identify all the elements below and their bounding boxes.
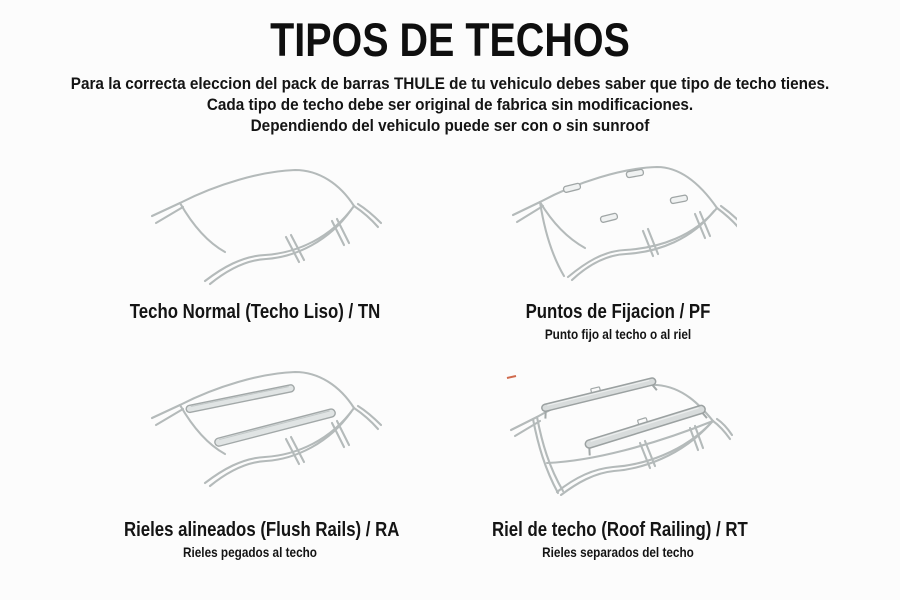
roof-card-pf-caption bbox=[468, 301, 768, 343]
flush-rails-illustration bbox=[147, 366, 382, 488]
fixpoint-pads bbox=[563, 169, 688, 223]
roof-card-rt-caption bbox=[468, 519, 768, 561]
roof-type-label: Techo Normal (Techo Liso) / TN bbox=[129, 301, 381, 323]
roof-railing-illustration bbox=[483, 361, 733, 496]
techo-normal-illustration bbox=[147, 164, 382, 286]
roof-type-label: Rieles alineados (Flush Rails) / RA bbox=[124, 519, 400, 541]
roof-card-tn-caption bbox=[105, 301, 405, 323]
roof-type-label: Puntos de Fijacion / PF bbox=[525, 301, 711, 323]
raised-railing-bars bbox=[540, 373, 708, 455]
page-title: TIPOS DE TECHOS bbox=[270, 13, 630, 66]
intro-line-1: Para la correcta eleccion del pack de barras THULE de tu vehiculo debes saber que tipo de techo tienes. bbox=[70, 74, 830, 93]
flush-rail-bars bbox=[186, 384, 336, 447]
puntos-fijacion-illustration bbox=[505, 160, 737, 282]
intro-text bbox=[0, 73, 900, 136]
roof-type-sublabel: Punto fijo al techo o al riel bbox=[544, 326, 692, 342]
intro-line-2: Cada tipo de techo debe ser original de fabrica sin modificaciones. bbox=[206, 95, 694, 114]
red-artifact-mark bbox=[507, 376, 516, 378]
roof-type-sublabel: Rieles separados del techo bbox=[542, 544, 694, 560]
roof-type-label: Riel de techo (Roof Railing) / RT bbox=[492, 519, 748, 541]
intro-line-3: Dependiendo del vehiculo puede ser con o sin sunroof bbox=[250, 116, 650, 135]
roof-card-ra-caption bbox=[100, 519, 400, 561]
roof-type-sublabel: Rieles pegados al techo bbox=[183, 544, 317, 560]
